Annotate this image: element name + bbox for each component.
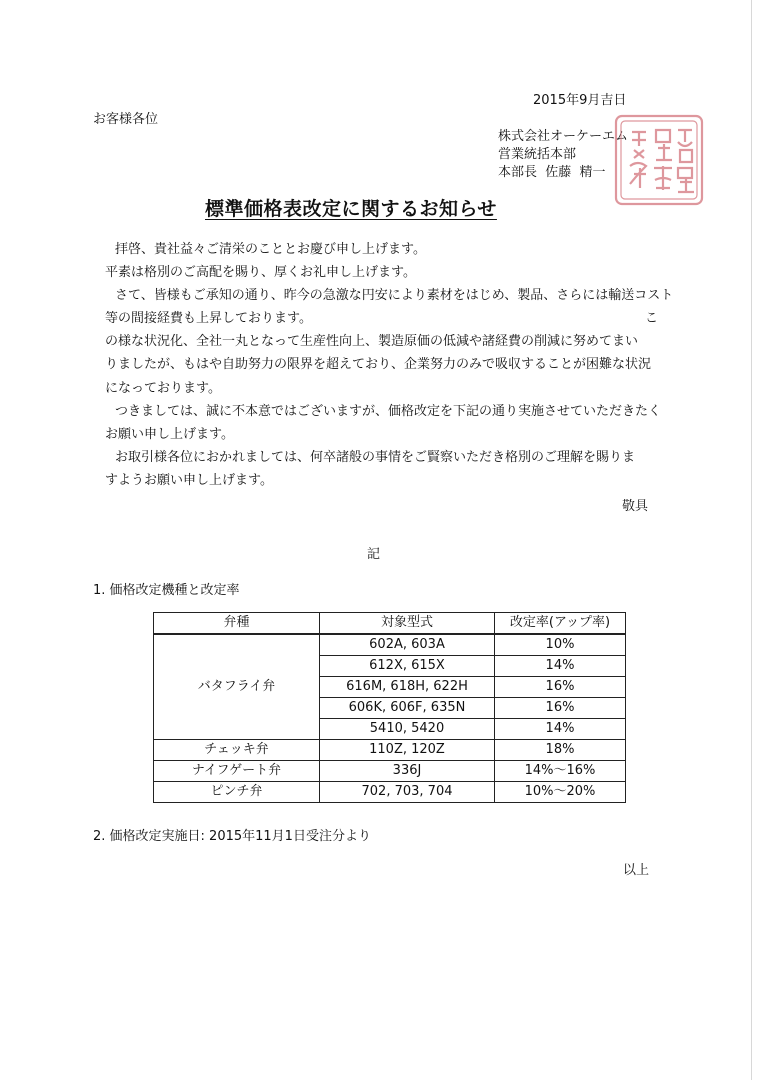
body-line: すようお願い申し上げます。 (105, 472, 273, 488)
rate-cell: 10% (495, 634, 626, 656)
model-cell: 612X, 615X (320, 656, 495, 677)
body-line-text: 等の間接経費も上昇しております。 (105, 311, 312, 327)
table-row (154, 740, 626, 761)
section-1-heading: 1. 価格改定機種と改定率 (93, 583, 240, 598)
valve-type-cell: ピンチ弁 (154, 782, 320, 803)
body-line: の様な状況化、全社一丸となって生産性向上、製造原価の低減や諸経費の削減に努めてまい (105, 334, 639, 350)
body-line: 平素は格別のご高配を賜り、厚くお礼申し上げます。 (105, 265, 416, 281)
end-marker: 以上 (623, 863, 650, 878)
body-line: さて、皆様もご承知の通り、昨今の急激な円安により素材をはじめ、製品、さらには輸送コスト (115, 288, 674, 304)
sender-person: 本部長 佐藤 精一 (498, 165, 606, 180)
rate-cell: 16% (495, 698, 626, 719)
body-line-trailing: こ (645, 311, 659, 327)
company-seal-stamp (608, 110, 710, 210)
model-cell: 606K, 606F, 635N (320, 698, 495, 719)
table-row (154, 761, 626, 782)
model-cell: 602A, 603A (320, 634, 495, 656)
letter-body (105, 238, 674, 492)
body-line: お願い申し上げます。 (105, 426, 234, 442)
table-row (154, 782, 626, 803)
model-cell: 616M, 618H, 622H (320, 677, 495, 698)
table-header-row (154, 613, 626, 635)
rate-cell: 14% (495, 719, 626, 740)
valve-type-cell: チェッキ弁 (154, 740, 320, 761)
body-line: つきましては、誠に不本意ではございますが、価格改定を下記の通り実施させていただきたく (115, 403, 662, 419)
ki-marker: 記 (367, 547, 381, 562)
valve-type-cell: ナイフゲート弁 (154, 761, 320, 782)
closing-keigu: 敬具 (622, 499, 649, 514)
body-line: になっております。 (105, 380, 221, 396)
sender-department: 営業統括本部 (498, 147, 577, 162)
body-line: りましたが、もはや自助努力の限界を超えており、企業努力のみで吸収することが困難な状況 (105, 357, 652, 373)
valve-type-cell: バタフライ弁 (154, 634, 320, 740)
rate-cell: 16% (495, 677, 626, 698)
model-cell: 110Z, 120Z (320, 740, 495, 761)
column-header-rate: 改定率(アップ率) (495, 613, 626, 635)
body-line (105, 307, 665, 330)
rate-cell: 14% (495, 656, 626, 677)
body-line: 拝啓、貴社益々ご清栄のこととお慶び申し上げます。 (115, 242, 426, 257)
page-edge (751, 0, 752, 1080)
model-cell: 336J (320, 761, 495, 782)
column-header-model: 対象型式 (320, 613, 495, 635)
table-row (154, 634, 626, 656)
price-revision-table (153, 612, 626, 803)
document-title: 標準価格表改定に関するお知らせ (205, 198, 497, 220)
rate-cell: 18% (495, 740, 626, 761)
recipient-line: お客様各位 (93, 112, 159, 127)
model-cell: 5410, 5420 (320, 719, 495, 740)
section-2-heading: 2. 価格改定実施日: 2015年11月1日受注分より (93, 829, 371, 844)
column-header-valve-type: 弁種 (154, 613, 320, 635)
body-line: お取引様各位におかれましては、何卒諸般の事情をご賢察いただき格別のご理解を賜りま (115, 449, 636, 465)
rate-cell: 10%〜20% (495, 782, 626, 803)
model-cell: 702, 703, 704 (320, 782, 495, 803)
sender-company: 株式会社オーケーエム (498, 129, 629, 144)
document-date: 2015年9月吉日 (533, 93, 627, 108)
rate-cell: 14%〜16% (495, 761, 626, 782)
